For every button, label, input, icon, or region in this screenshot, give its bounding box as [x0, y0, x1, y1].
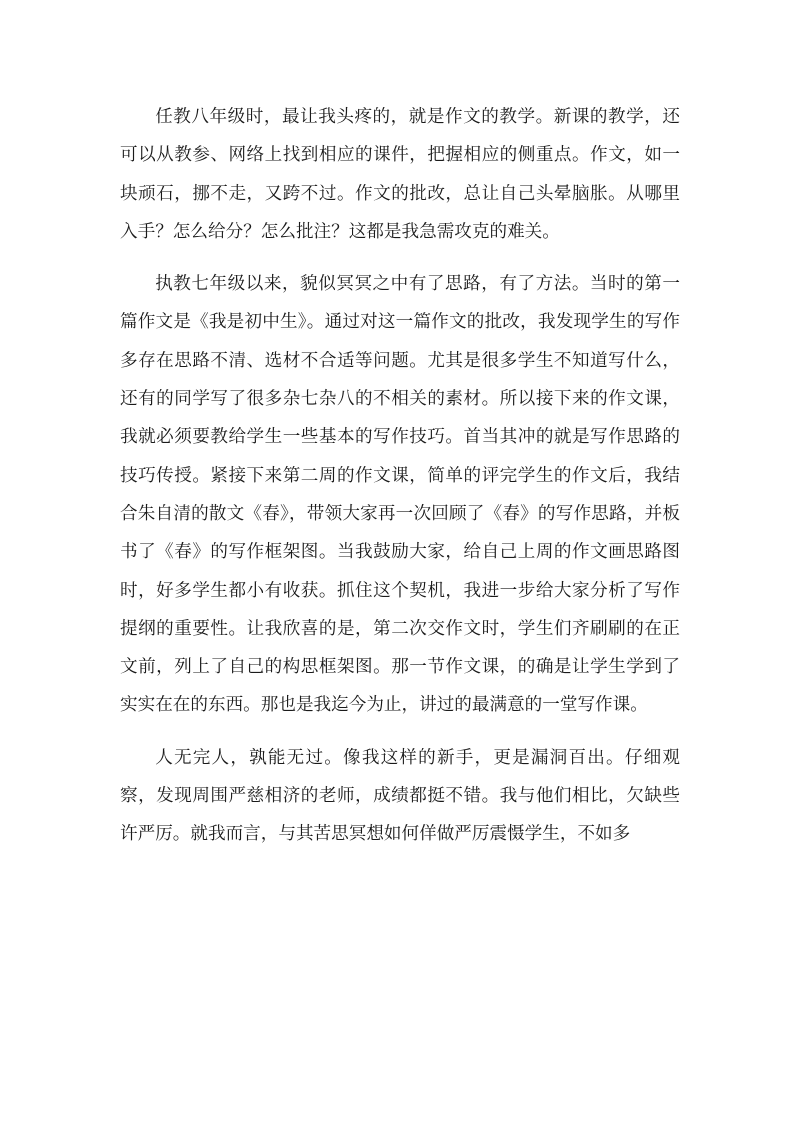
- paragraph-1: 任教八年级时，最让我头疼的，就是作文的教学。新课的教学，还可以从教参、网络上找到相应的课件，把握相应的侧重点。作文，如一块顽石，挪不走，又跨不过。作文的批改，总让自己头晕脑胀。从哪里入手？怎么给分？怎么批注？这都是我急需攻克的难关。: [120, 107, 680, 242]
- paragraph-3: 人无完人，孰能无过。像我这样的新手，更是漏洞百出。仔细观察，发现周围严慈相济的老师，成绩都挺不错。我与他们相比，欠缺些许严厉。就我而言，与其苦思冥想如何佯做严厉震慑学生，不如多: [120, 747, 680, 845]
- document-body: [120, 98, 680, 868]
- paragraph-2: 执教七年级以来，貌似冥冥之中有了思路，有了方法。当时的第一篇作文是《我是初中生》。通过对这一篇作文的批改，我发现学生的写作多存在思路不清、选材不合适等问题。尤其是很多学生不知道写什么，还有的同学写了很多杂七杂八的不相关的素材。所以接下来的作文课，我就必须要教给学生一些基本的写作技巧。首当其冲的就是写作思路的技巧传授。紧接下来第二周的作文课，简单的评完学生的作文后，我结合朱自清的散文《春》，带领大家再一次回顾了《春》的写作思路，并板书了《春》的写作框架图。当我鼓励大家，给自己上周的作文画思路图时，好多学生都小有收获。抓住这个契机，我进一步给大家分析了写作提纲的重要性。让我欣喜的是，第二次交作文时，学生们齐刷刷的在正文前，列上了自己的构思框架图。那一节作文课，的确是让学生学到了实实在在的东西。那也是我迄今为止，讲过的最满意的一堂写作课。: [120, 274, 680, 716]
